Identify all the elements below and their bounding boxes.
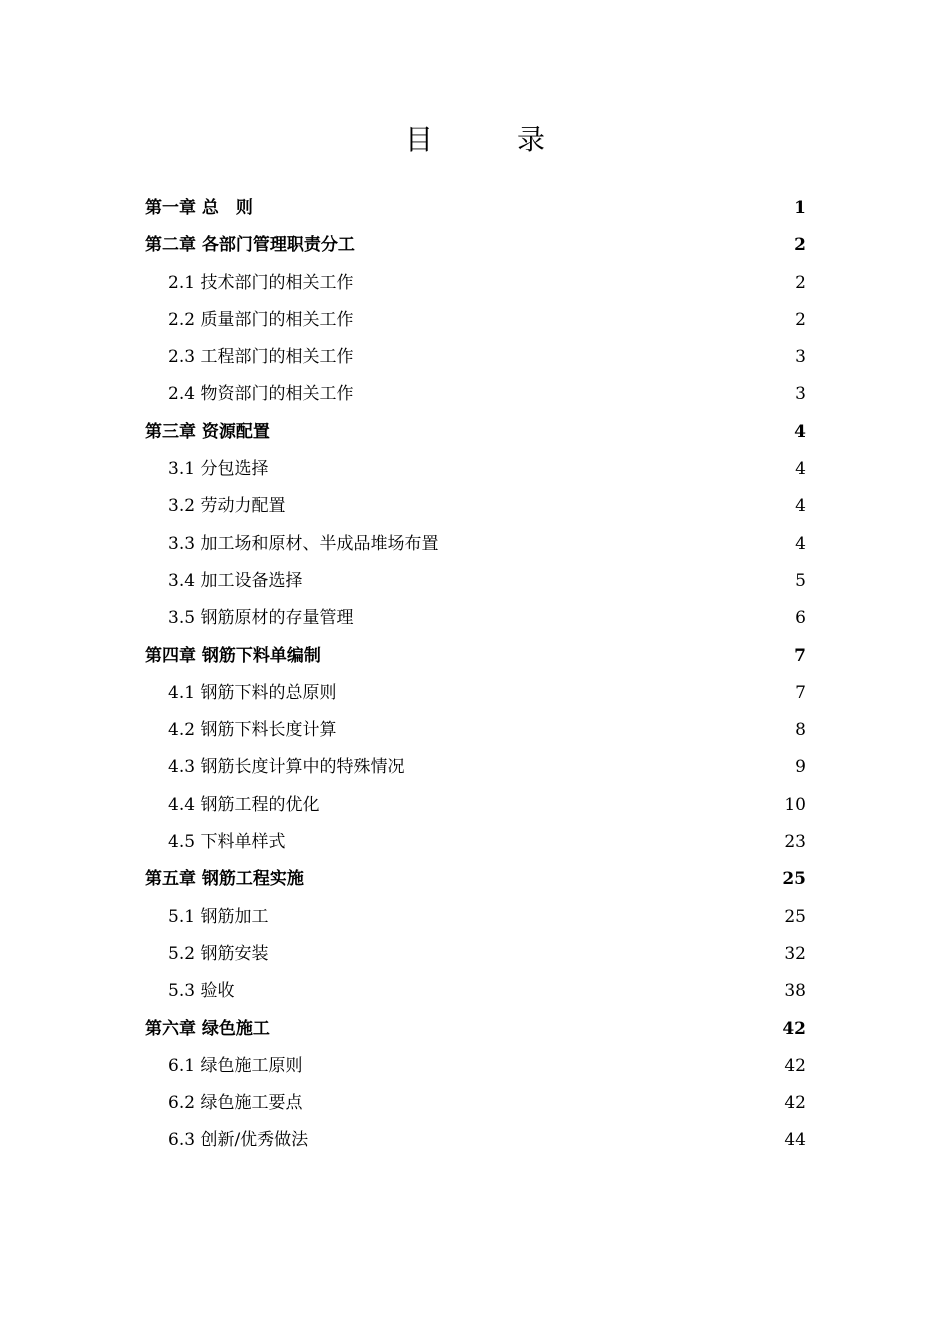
toc-entry-label: 第二章 各部门管理职责分工 xyxy=(145,235,355,256)
toc-entry[interactable] xyxy=(145,265,806,302)
dot-leader xyxy=(308,1147,783,1148)
toc-entry-label: 第六章 绿色施工 xyxy=(145,1018,270,1039)
dot-leader xyxy=(353,401,794,402)
toc-entry-page: 7 xyxy=(794,645,806,666)
toc-entry[interactable] xyxy=(145,1011,806,1048)
toc-entry[interactable] xyxy=(145,1085,806,1122)
toc-entry[interactable] xyxy=(145,600,806,637)
dot-leader xyxy=(268,475,794,476)
dot-leader xyxy=(353,363,794,364)
toc-entry-label: 4.5 下料单样式 xyxy=(168,832,286,853)
dot-leader xyxy=(276,1035,781,1036)
dot-leader xyxy=(353,289,794,290)
toc-entry-label: 4.4 钢筋工程的优化 xyxy=(168,794,320,815)
toc-entry[interactable] xyxy=(145,190,806,227)
toc-entry-label: 5.3 验收 xyxy=(168,981,235,1002)
toc-entry[interactable] xyxy=(145,973,806,1010)
toc-entry-label: 2.4 物资部门的相关工作 xyxy=(168,384,354,405)
toc-entry[interactable] xyxy=(145,824,806,861)
toc-entry-page: 23 xyxy=(784,832,806,853)
dot-leader xyxy=(276,438,793,439)
toc-entry-label: 5.1 钢筋加工 xyxy=(168,906,269,927)
toc-entry[interactable] xyxy=(145,302,806,339)
toc-entry-page: 1 xyxy=(794,198,806,218)
toc-entry-page: 10 xyxy=(784,794,806,815)
toc-entry-page: 42 xyxy=(784,1093,806,1114)
toc-entry[interactable] xyxy=(145,563,806,600)
toc-entry-page: 4 xyxy=(795,496,806,517)
toc-entry[interactable] xyxy=(145,227,806,264)
dot-leader xyxy=(336,736,794,737)
toc-entry-page: 3 xyxy=(795,384,806,405)
dot-leader xyxy=(361,251,793,252)
toc-entry-page: 42 xyxy=(784,1055,806,1076)
dot-leader xyxy=(268,923,783,924)
dot-leader xyxy=(259,214,793,215)
dot-leader xyxy=(302,1072,783,1073)
dot-leader xyxy=(353,624,794,625)
toc-entry-page: 4 xyxy=(795,459,806,480)
toc-entry[interactable] xyxy=(145,1122,806,1159)
toc-entry-page: 2 xyxy=(795,309,806,330)
toc-entry-page: 3 xyxy=(795,347,806,368)
toc-entry[interactable] xyxy=(145,339,806,376)
toc-entry[interactable] xyxy=(145,787,806,824)
toc-entry-page: 4 xyxy=(795,533,806,554)
toc-entry[interactable] xyxy=(145,488,806,525)
dot-leader xyxy=(353,326,794,327)
toc-entry-label: 3.1 分包选择 xyxy=(168,459,269,480)
toc-entry-page: 25 xyxy=(784,906,806,927)
toc-entry-page: 9 xyxy=(795,757,806,778)
toc-entry[interactable] xyxy=(145,861,806,898)
toc-entry-label: 3.3 加工场和原材、半成品堆场布置 xyxy=(168,533,439,554)
toc-entry-page: 5 xyxy=(795,570,806,591)
dot-leader xyxy=(438,550,794,551)
dot-leader xyxy=(285,848,783,849)
toc-entry-label: 2.2 质量部门的相关工作 xyxy=(168,309,354,330)
toc-entry-label: 2.1 技术部门的相关工作 xyxy=(168,272,354,293)
toc-entry[interactable] xyxy=(145,712,806,749)
dot-leader xyxy=(268,960,783,961)
toc-entry-page: 6 xyxy=(795,608,806,629)
toc-entry-label: 6.1 绿色施工原则 xyxy=(168,1055,303,1076)
toc-entry-label: 6.3 创新/优秀做法 xyxy=(168,1130,309,1151)
toc-entry-label: 3.5 钢筋原材的存量管理 xyxy=(168,608,354,629)
dot-leader xyxy=(327,662,793,663)
dot-leader xyxy=(302,587,794,588)
toc-entry-label: 5.2 钢筋安装 xyxy=(168,943,269,964)
toc-entry-page: 2 xyxy=(794,235,806,256)
toc-entry[interactable] xyxy=(145,749,806,786)
toc-entry-label: 第三章 资源配置 xyxy=(145,421,270,442)
toc-entry-page: 7 xyxy=(795,682,806,703)
toc-entry[interactable] xyxy=(145,1048,806,1085)
toc-entry-page: 25 xyxy=(782,869,806,890)
dot-leader xyxy=(336,699,794,700)
toc-entry-label: 3.4 加工设备选择 xyxy=(168,570,303,591)
dot-leader xyxy=(319,811,783,812)
toc-entry-label: 第四章 钢筋下料单编制 xyxy=(145,645,321,666)
toc-entry-page: 38 xyxy=(784,981,806,1002)
toc-entry[interactable] xyxy=(145,414,806,451)
dot-leader xyxy=(302,1109,783,1110)
toc-entry-page: 8 xyxy=(795,720,806,741)
toc-entry-page: 32 xyxy=(784,943,806,964)
toc-entry-label: 4.2 钢筋下料长度计算 xyxy=(168,720,337,741)
toc-entry[interactable] xyxy=(145,451,806,488)
toc-entry-label: 第一章 总 则 xyxy=(145,198,253,218)
toc-entry-label: 第五章 钢筋工程实施 xyxy=(145,869,304,890)
table-of-contents xyxy=(145,190,806,1160)
page-title: 目 录 xyxy=(404,123,573,156)
toc-entry-page: 4 xyxy=(794,421,806,442)
toc-entry-label: 6.2 绿色施工要点 xyxy=(168,1093,303,1114)
toc-entry[interactable] xyxy=(145,376,806,413)
toc-entry[interactable] xyxy=(145,936,806,973)
toc-entry-page: 2 xyxy=(795,272,806,293)
dot-leader xyxy=(310,885,781,886)
toc-entry[interactable] xyxy=(145,526,806,563)
toc-entry-label: 4.3 钢筋长度计算中的特殊情况 xyxy=(168,757,405,778)
toc-entry-label: 2.3 工程部门的相关工作 xyxy=(168,347,354,368)
toc-entry[interactable] xyxy=(145,899,806,936)
dot-leader xyxy=(285,513,794,514)
toc-entry-label: 3.2 劳动力配置 xyxy=(168,496,286,517)
toc-entry[interactable] xyxy=(145,638,806,675)
dot-leader xyxy=(404,774,794,775)
dot-leader xyxy=(234,997,783,998)
toc-entry-page: 44 xyxy=(784,1130,806,1151)
toc-entry-label: 4.1 钢筋下料的总原则 xyxy=(168,682,337,703)
toc-entry-page: 42 xyxy=(782,1018,806,1039)
toc-entry[interactable] xyxy=(145,675,806,712)
